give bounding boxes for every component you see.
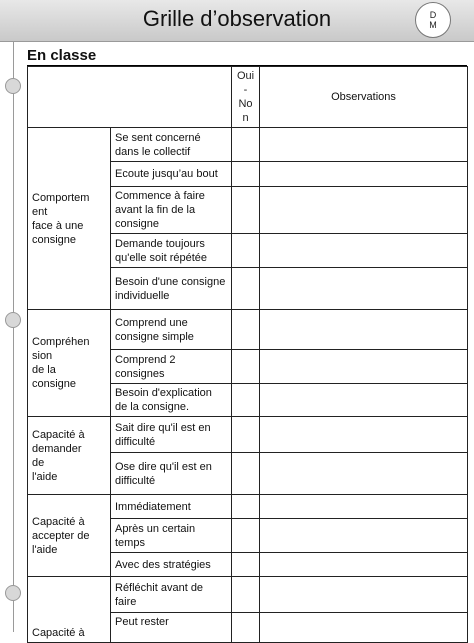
category-cell: Capacité à (28, 577, 111, 643)
criterion-cell: Besoin d'explication de la consigne. (111, 384, 232, 417)
oui-non-cell[interactable] (232, 310, 260, 350)
oui-non-cell[interactable] (232, 350, 260, 384)
binder-ring-icon (5, 312, 21, 328)
table-header-row (28, 67, 468, 128)
document-title: Grille d’observation (142, 6, 332, 31)
criterion-cell: Après un certain temps (111, 519, 232, 553)
observation-cell[interactable] (260, 519, 468, 553)
criterion-cell: Demande toujours qu'elle soit répétée (111, 234, 232, 268)
observation-cell[interactable] (260, 553, 468, 577)
criterion-cell: Commence à faire avant la fin de la consigne (111, 187, 232, 234)
oui-non-cell[interactable] (232, 128, 260, 162)
observation-cell[interactable] (260, 350, 468, 384)
section-title: En classe (27, 47, 97, 64)
observation-cell[interactable] (260, 384, 468, 417)
table-row (28, 417, 468, 453)
observation-cell[interactable] (260, 417, 468, 453)
table-row (28, 495, 468, 519)
category-cell: Capacité à accepter de l'aide (28, 495, 111, 577)
oui-non-cell[interactable] (232, 384, 260, 417)
observation-cell[interactable] (260, 187, 468, 234)
oui-non-column-header: Oui - No n (232, 67, 260, 128)
observation-cell[interactable] (260, 128, 468, 162)
criterion-cell: Comprend 2 consignes (111, 350, 232, 384)
oui-non-cell[interactable] (232, 268, 260, 310)
badge-letter-bottom: M (429, 20, 437, 30)
oui-non-cell[interactable] (232, 495, 260, 519)
criterion-cell: Besoin d'une consigne individuelle (111, 268, 232, 310)
oui-non-cell[interactable] (232, 234, 260, 268)
observation-grid (27, 66, 468, 643)
oui-non-cell[interactable] (232, 187, 260, 234)
badge-letter-top: D (429, 10, 437, 20)
header-blank-cell (28, 67, 232, 128)
category-cell: Capacité à demander de l'aide (28, 417, 111, 495)
oui-non-cell[interactable] (232, 417, 260, 453)
oui-non-cell[interactable] (232, 519, 260, 553)
category-cell: Compréhen sion de la consigne (28, 310, 111, 417)
binder-ring-icon (5, 78, 21, 94)
table-row (28, 577, 468, 613)
oui-non-cell[interactable] (232, 453, 260, 495)
criterion-cell: Sait dire qu'il est en difficulté (111, 417, 232, 453)
criterion-cell: Ecoute jusqu’au bout (111, 162, 232, 187)
observation-cell[interactable] (260, 162, 468, 187)
observation-cell[interactable] (260, 234, 468, 268)
observation-cell[interactable] (260, 613, 468, 643)
criterion-cell: Peut rester (111, 613, 232, 643)
observation-cell[interactable] (260, 577, 468, 613)
criterion-cell: Ose dire qu'il est en difficulté (111, 453, 232, 495)
oui-non-cell[interactable] (232, 613, 260, 643)
observation-cell[interactable] (260, 268, 468, 310)
oui-non-cell[interactable] (232, 553, 260, 577)
binder-ring-icon (5, 585, 21, 601)
oui-non-cell[interactable] (232, 162, 260, 187)
criterion-cell: Immédiatement (111, 495, 232, 519)
observation-cell[interactable] (260, 453, 468, 495)
criterion-cell: Comprend une consigne simple (111, 310, 232, 350)
oui-non-cell[interactable] (232, 577, 260, 613)
observation-cell[interactable] (260, 495, 468, 519)
category-cell: Comportem ent face à une consigne (28, 128, 111, 310)
criterion-cell: Avec des stratégies (111, 553, 232, 577)
observations-column-header: Observations (260, 67, 468, 128)
author-badge (415, 2, 451, 38)
criterion-cell: Se sent concerné dans le collectif (111, 128, 232, 162)
table-row (28, 310, 468, 350)
observation-cell[interactable] (260, 310, 468, 350)
binder-margin-line (13, 42, 14, 632)
table-row (28, 128, 468, 162)
criterion-cell: Réfléchit avant de faire (111, 577, 232, 613)
